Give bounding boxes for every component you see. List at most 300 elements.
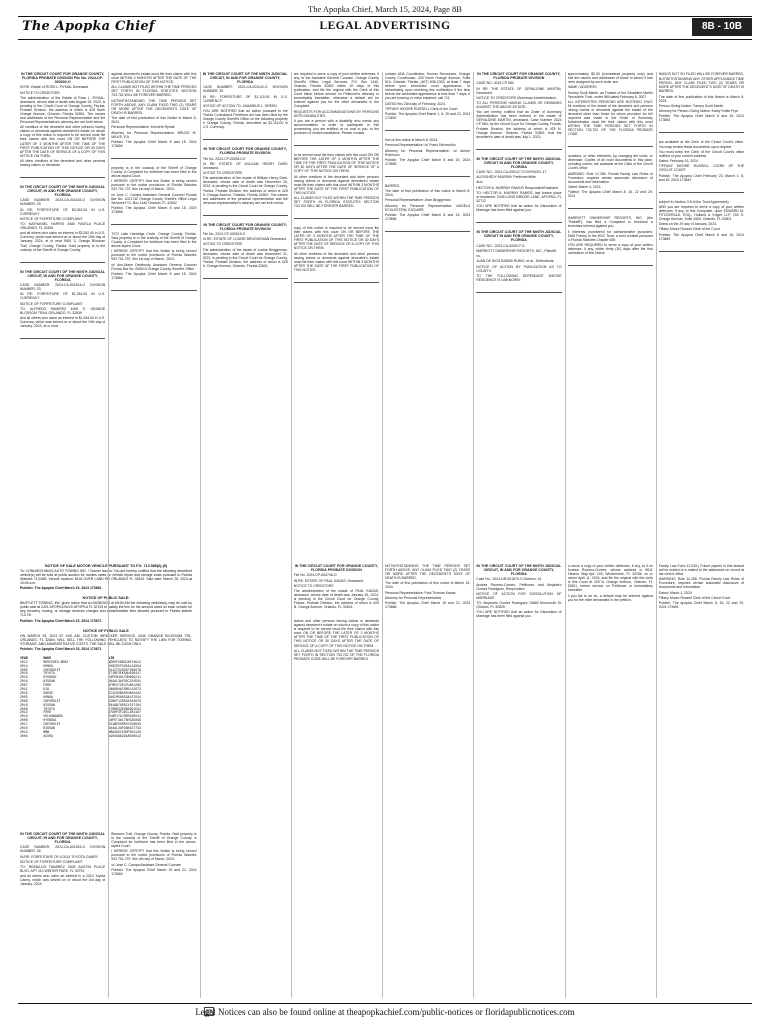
table-cell: TOYOTA — [43, 706, 55, 711]
notice-text: are available at the Clerk of the Circuit Court's office. You may review these documents upon request. — [658, 140, 744, 149]
column-rule — [473, 72, 474, 998]
legal-notice — [476, 564, 561, 619]
notice-text: YOU ARE NOTIFIED that an action for Dissolution of Marriage has been filed against you. — [476, 204, 562, 213]
notice-text: against decedent's estate must file their claims with this court WITHIN 3 MONTHS AFTER THE DATE OF THE FIRST PUBLICATION OF THIS NOTICE. — [111, 72, 197, 85]
notice-divider — [111, 158, 196, 159]
notice-text: YOU ARE REQUIRED to serve a copy of your written defenses, if any, within thirty (30) days after the first publication of this Notice. — [567, 242, 653, 256]
notice-text: Attorney for Personal Representative: /s/ Amber Robinson — [385, 148, 471, 157]
notice-title: IN THE CIRCUIT COURT OF THE NINTH JUDICIAL CIRCUIT, IN AND FOR ORANGE COUNTY, FLORIDA — [20, 269, 106, 282]
legal-notice — [659, 140, 744, 181]
notice-text: tion of this notice is March 8, 2024. — [385, 138, 439, 143]
notice-text: Andrea Romero-Gomez, Petitioner, and Alejandro Gomez Rodriguez, Respondent. — [476, 582, 562, 591]
notice-title: IN THE CIRCUIT COURT FOR ORANGE COUNTY, FLORIDA PROBATE DIVISION — [203, 147, 287, 156]
notice-divider — [385, 176, 470, 177]
notice-title: NOTICE OF PUBLIC SALE: — [82, 596, 130, 601]
notice-text: NOTICE TO CREDITORS (Summary Administration) — [476, 95, 557, 100]
notice-text: Publish: The Apopka Chief March 8 and 15, 2024 173656 — [385, 212, 471, 221]
notice-text: NOTICE OF ACTION TO: JAMARIUS L. GREEN — [202, 103, 277, 108]
notice-divider — [20, 262, 105, 263]
notice-publish-line: Publish: The Apopka Chief March 15, 2024 173662 — [20, 586, 102, 591]
table-cell: 5NPET46C78H325099 — [108, 718, 141, 723]
notice-text: YOU ARE NOTIFIED that an action pursuant to the Florida Contraband Forfeiture Act has been filed by the Orange County Sheriff's Office on the following property in Orange County, Florida, described as $1,115.00 in U.S. Currency. — [202, 109, 288, 130]
notice-column — [476, 72, 561, 552]
table-cell: 2C3CDXBG5FH803442 — [108, 690, 141, 695]
table-cell: 1G1ZT52855F209876 — [108, 667, 141, 672]
legal-notice — [568, 216, 653, 255]
legal-notice — [111, 166, 196, 214]
table-cell: 1FAHP3F29CL301187 — [108, 710, 141, 715]
notice-publish-line: Publish: The Apopka Chief March 15, 2024 173672 — [20, 618, 102, 623]
table-cell: 2011 — [20, 687, 28, 692]
notice-text: Family Law Form 12.915.) Future papers in this lawsuit will be mailed or e-mailed to the addresses on record at the clerk's office. — [658, 564, 744, 577]
notice-text: are required to serve a copy of your written defenses, if any, to the Assistant General Counsel, Orange County Sheriff's Office, Legal Services, P.O. Box 1440, Orlando, Florida 32802 within 20 days of this publication, and file the original with the Clerk of this Court either before service on Petitioner's attorney or immediately thereafter; otherwise a default will be entered against you for the relief demanded in the Complaint. — [293, 72, 379, 109]
notice-divider — [568, 265, 653, 266]
notice-text: Blossom Trail, Orange County, Florida. Said property is in the custody of the Sheriff of Orange County. A Complaint for forfeiture has been filed in the above-styled Court. — [111, 832, 197, 849]
table-cell: DODGE — [43, 690, 53, 695]
notice-title: IN THE CIRCUIT COURT OF THE NINTH JUDICIAL CIRCUIT IN AND FOR ORANGE COUNTY, FLORIDA — [476, 156, 562, 169]
notice-divider — [385, 231, 470, 232]
table-cell: FORD — [43, 683, 52, 688]
notice-text: All creditors of the decedent and other persons having claims or demands against decedent's estate on whom a copy of this notice is required to be served must file their claims with this court ON OR BEFORE THE LATER OF 3 MONTHS AFTER THE TIME OF THE FIRST PUBLICATION OF THIS NOTICE OR 30 DAYS AFTER THE DATE OF SERVICE OF A COPY OF THIS NOTICE ON THEM. — [20, 125, 106, 158]
section-title: LEGAL ADVERTISING — [319, 20, 451, 32]
notice-text: CASE NUMBER: 2024-CA-001533-O DIVISION NUMBER: 36 — [20, 845, 106, 854]
newspaper-logo: The Apopka Chief — [22, 19, 155, 34]
notice-text: CASE NO.: 2023-CA-009017-O — [476, 243, 525, 248]
notice-text: Attorney for Person Giving Notice: Kathy Smith Frye — [658, 109, 739, 114]
table-cell: NISSAN — [43, 679, 55, 684]
table-cell: KNAGM4A7XB5112073 — [108, 687, 141, 692]
notice-text: TO: ALFREDO RAMIREZ 4905 S. ORANGE BLOSSOM TRAIL ORLANDO, FL 32839 — [20, 306, 106, 315]
notice-text: And — [476, 180, 483, 185]
notice-column — [20, 832, 105, 998]
notice-text: Tommy Scott Martin, as Trustee of the Geraldine Martin Revocable Trust, under Will dated February 6, 2007. — [567, 90, 653, 99]
table-cell: 1HGCM56653A127834 — [108, 694, 141, 699]
table-cell: 2004 — [20, 733, 28, 738]
table-cell: 2005 — [20, 667, 28, 672]
notice-text: TIFFANY MOORE RUSSELL Clerk of the Court — [385, 106, 458, 111]
notice-text: File No. 2024-CP-000748-O — [293, 573, 337, 578]
table-cell: 2012 — [20, 659, 28, 664]
table-cell: CHEVROLET — [43, 722, 61, 727]
table-cell: 2016 — [20, 679, 28, 684]
notice-text: CASE NO.: 2024-CA-000127-O DIVISION: 47 — [476, 169, 547, 174]
table-cell: 2003 — [20, 694, 28, 699]
notice-text: ALL CLAIMS NOT FILED WITHIN THE TIME PERIODS SET FORTH IN SECTION 733.702 OF THE FLORIDA PROBATE CODE WILL BE FOREVER BARRED. — [293, 648, 379, 661]
notice-text: copy of this notice is required to be served must file their claims with this court ON OR BEFORE THE LATER OF 3 MONTHS AFTER THE TIME OF THE FIRST PUBLICATION OF THIS NOTICE OR 30 DAYS AFTER THE DATE OF SERVICE OF A COPY OF THIS NOTICE ON THEM. — [293, 226, 379, 251]
notice-text: NOTWITHSTANDING ANY OTHER APPLICABLE TIME PERIOD, ANY CLAIM FILED TWO (2) YEARS OR MORE AFTER THE DECEDENT'S DATE OF DEATH IS BARRED. — [658, 77, 744, 94]
table-cell: FORD — [43, 710, 52, 715]
notice-text: NOTICE TO CREDITORS — [202, 171, 243, 176]
notice-title: IN THE CIRCUIT COURT FOR ORANGE COUNTY, FLORIDA PROBATE DIVISION — [203, 222, 287, 231]
online-notices-link[interactable]: Legal Notices can also be found online at theapopkachief.com/public-notices or floridapublicnotices.com — [195, 1007, 575, 1017]
notice-text: DATED this 23rd day of February, 2024. — [385, 101, 446, 106]
notice-text: IN RE: FORFEITURE OF A 2014 TOYOTA CAMRY — [20, 854, 99, 859]
notice-publish-line: Publish: The Apopka Chief March 15, 2024 173671 — [20, 646, 102, 651]
page-dateline: The Apopka Chief, March 15, 2024, Page 8B — [308, 4, 462, 14]
notice-text: Personal Representative: Paul Thomas Kadas — [385, 590, 456, 595]
page-footer — [18, 1003, 752, 1018]
notice-text: Publish: The Apopka Chief March 8 and 15, 2024 173654 — [111, 139, 197, 148]
legal-notice — [20, 270, 105, 329]
notice-text: All other creditors of the decedent and other persons having claims or demands against decedent's estate must file their claims with this court WITHIN 3 MONTHS AFTER THE DATE OF THE FIRST PUBLICATION OF THIS NOTICE. — [293, 174, 379, 195]
notice-text: /s/ Ann-Marie Delahunty Assistant General Counsel Florida Bar No. 006513 Orange County Sheriff's Office — [111, 262, 197, 271]
table-cell: WBA3A5C53DF354128 — [108, 730, 141, 735]
notice-divider — [203, 278, 288, 279]
legal-notice — [385, 564, 470, 609]
notice-text: Personal Representative: Kenneth Rymal — [111, 125, 175, 130]
notice-text: You must keep the Clerk of the Circuit Court's office notified of your current address. — [658, 149, 744, 158]
notice-text: CASE NUMBER: 2024-CA-001163-O DIVISION NUMBER: 33 — [20, 198, 106, 207]
legal-notice — [385, 184, 470, 221]
table-cell: 2013 — [20, 675, 28, 680]
notice-column — [385, 564, 470, 998]
notice-column — [294, 72, 379, 552]
notice-text: Publish: The Apopka Chief March 15 and 22, 2024 173664 — [111, 867, 197, 876]
table-cell: 3N1AB7AP8JY227104 — [108, 702, 141, 707]
notice-text: ON MARCH 29, 2024 AT 9:00 AM, CUSTOM WRECKER SERVICE, 4440 ORANGE BLOSSOM TRL, ORLANDO, FL 32804, WILL SELL THE FOLLOWING VEHICLE(S) TO SATISFY THE LIEN FOR TOWING, STORAGE, AND ADMINISTRATIVE COSTS. THE SALE WILL BE CASH ONLY. — [20, 633, 192, 646]
notice-text: TO: HECTOR A. MURRAY RAMOS, last known place of residence: 2445 LONG BRIDGE LANE, APOPKA, FL 32712 — [476, 190, 562, 203]
table-cell: 1N4AL3AP3GC224501 — [108, 679, 141, 684]
legal-notice — [20, 832, 105, 887]
notice-text: TO: NATHANIEL HARRIS 3480 FAVELA PLACE ORLANDO, FL 32839 — [20, 222, 106, 231]
notice-divider — [476, 222, 561, 223]
notice-text: NAME / ADDRESS — [567, 85, 597, 90]
legal-notice — [294, 564, 379, 609]
notice-text: All other creditors of the decedent and other persons having claims or demands — [20, 158, 106, 167]
notice-text: IN RE: ESTATE OF PAUL KADAS, Deceased. — [293, 578, 364, 583]
notice-text: NOTICE TO CREDITORS — [293, 583, 334, 588]
notice-column — [659, 564, 744, 998]
notice-divider — [294, 282, 379, 283]
table-cell: 2013 — [20, 730, 28, 735]
column-rule — [565, 72, 566, 998]
notice-title: IN THE CIRCUIT COURT OF THE NINTH JUDICIAL CIRCUIT, IN AND FOR ORANGE COUNTY, FLORIDA — [20, 832, 106, 845]
notice-text: I HEREBY CERTIFY that this Notice is being served pursuant to the notice provisions of Florida Statutes 932.701-707, this 1st day of March, 2024. — [111, 179, 197, 192]
notice-title: IN THE CIRCUIT COURT OF THE NINTH JUDICIAL CIRCUIT IN AND FOR ORANGE COUNTY, FLORIDA — [476, 230, 562, 243]
notice-text: Publish: The Apopka Chief March 1, 8, 15 and 22, 2024 173630 — [385, 111, 471, 121]
notice-title: IN THE CIRCUIT COURT OF THE NINTH JUDICIAL CIRCUIT, IN AND FOR ORANGE COUNTY, FLORIDA — [202, 72, 288, 85]
notice-divider — [111, 290, 196, 291]
notice-divider — [659, 251, 744, 252]
legal-notices-columns — [20, 72, 750, 998]
legal-notice — [111, 832, 196, 876]
notice-divider — [476, 292, 561, 293]
table-cell: MERCEDES-BENZ — [43, 659, 69, 664]
column-rule — [656, 72, 657, 998]
notice-text: ALL CLAIMS NOT FILED WITHIN THE TIME PERIODS SET FORTH IN FLORIDA STATUTES SECTION 733.702 WILL BE FOREVER BARRED. — [293, 195, 379, 209]
notice-text: Publish: The Apopka Chief March 8 and 15, 2024 173659 — [658, 232, 744, 241]
legal-notice — [294, 226, 379, 272]
notice-column — [568, 564, 653, 998]
table-cell: TOYOTA — [43, 671, 55, 676]
table-cell: 1N4AL2AP2AN427733 — [108, 726, 141, 731]
notice-text: If you fail to do so, a default may be entered against you for the relief demanded in the petition. — [567, 593, 653, 602]
legal-notice — [476, 230, 561, 282]
table-cell: 5NPEB4AC7DH698211 — [108, 675, 141, 680]
notice-text: IN RE: FORFEITURE OF $3,262.00 IN U.S. CURRENCY — [20, 207, 106, 216]
notice-text: to be served must file their claims with this court ON OR BEFORE THE LATER OF 3 MONTHS AFTER THE TIME OF THE FIRST PUBLICATION OF THIS NOTICE OR 30 DAYS AFTER THE DATE OF SERVICE OF A COPY OF THIS NOTICE ON THEM. — [293, 153, 379, 174]
notice-text: Dated: March 1, 2024 — [658, 590, 692, 595]
notice-title: IN THE CIRCUIT COURT FOR ORANGE COUNTY, FLORIDA PROBATE DIVISION — [477, 72, 561, 81]
notice-text: IN RE: ESTATE OF WILLIAM HENRY DARK Deceased. — [202, 161, 288, 170]
legal-notice — [20, 72, 105, 167]
notice-text: YOU ARE NOTIFIED that an action for Dissolution of Marriage has been filed against you. — [476, 610, 562, 619]
notice-text: ALL CLAIMS NOT FILED WITHIN THE TIME PERIODS SET FORTH IN FLORIDA STATUTES SECTION 733.702 WILL BE FOREVER BARRED. — [111, 85, 197, 98]
notice-text: Dated: February 16, 2024 — [658, 159, 698, 164]
notice-text: NANOS NOT SO FILED WILL BE FOREVER BARRED. — [658, 72, 744, 76]
notice-text: The date of first publication of this notice is March 8, 2024. — [385, 189, 471, 198]
notice-text: CASE NUMBER: 2024-CA-001614-O DIVISION NUMBER: 33 — [20, 282, 106, 291]
notice-text: I HEREBY CERTIFY that this Notice is being served pursuant to the notice provisions of Florida Statutes 932.701-707, this 4th day of March, 2024. — [111, 849, 197, 862]
notice-divider — [294, 218, 379, 219]
notice-text: IN RE: FORFEITURE OF $1,115.00 IN U.S. CURRENCY — [202, 94, 288, 103]
table-cell: 2009 — [20, 698, 28, 703]
notice-text: BARTLETT TOWING, INC gives notice that on 04/08/2024 at 08:00 AM the following vehicles(s) may be sold by public sale at 2421 APOPKA BLVD APOPKA FL 32703 to satisfy the lien for the amount owed on each vehicle for any recovery, towing, or storage services charges and administrative fees allowed pursuant to Florida statute 713.78. — [20, 601, 192, 618]
notice-text: ALL INTERESTED PERSONS ARE NOTIFIED THAT: All creditors of the estate of the decedent and persons having claims or demands against the estate of the decedent other than those for whom provision for full payment was made in the Order of Summary Administration must file their claims with this court WITHIN THE TIME PERIODS SET FORTH IN SECTION 733.702 OF THE FLORIDA PROBATE CODE. — [567, 99, 653, 137]
legal-notice — [294, 619, 379, 661]
notice-text: Dated: March 4, 2024 — [567, 184, 601, 189]
notice-text: approximately $0.00 (homestead property only) and that the names and addresses of those to whom it has been assigned by such order are: — [567, 72, 653, 85]
notice-text: Personal Representative: Jean Bruggeman — [385, 198, 451, 203]
notice-text: If you are a person with a disability who needs any accommodation in order to participate in this proceeding, you are entitled, at no cost to you, to the provision of certain assistance. Please contact — [293, 118, 379, 136]
notice-text: MARRIOTT OWNERSHIP RESORTS, INC., Plaintiff, — [476, 248, 557, 253]
table-cell: KIA — [43, 687, 50, 692]
notice-column — [203, 72, 288, 552]
table-cell: WDDHF5KB3CA574612 — [108, 659, 141, 664]
table-cell: NISSAN — [43, 726, 55, 731]
notice-text: Tiffany Moore Russell Clerk of the Court — [658, 227, 720, 232]
notice-divider — [203, 139, 288, 140]
notice-text: Dated on the 29 day of January, 2024. — [658, 222, 717, 227]
notice-divider — [659, 192, 744, 193]
notice-column — [111, 832, 196, 998]
notice-text: TO: REINALDO RAMIREZ 2005 AUSTIN PLACE BLVD. APT 110 WINTER PARK, FL 32792 — [20, 865, 106, 874]
notice-text: File No. 2024-CP-000510-O — [202, 156, 246, 161]
notice-title: IN THE CIRCUIT COURT FOR ORANGE COUNTY, FLORIDA PROBATE DIVISION — [294, 564, 378, 573]
notice-column — [294, 564, 379, 998]
notice-text: Attorney for Personal Representative: BRUCE M. WILKE, P.A. — [111, 130, 197, 139]
notice-text: Publish: The Apopka Chief March 8 and 15, 2024 173653 — [658, 114, 744, 123]
notice-text: TO ALL PERSONS HAVING CLAIMS OR DEMANDS AGAINST THE ABOVE ESTATE: — [476, 101, 562, 110]
notice-divider — [294, 145, 379, 146]
table-cell: HYUNDAI — [43, 675, 57, 680]
legal-notice — [203, 223, 288, 268]
notice-title: IN THE CIRCUIT COURT OF THE NINTH JUDICIAL CIRCUIT, IN AND FOR ORANGE COUNTY, FLORIDA — [476, 564, 562, 577]
legal-notice — [659, 564, 744, 609]
notice-text: Person Giving Notice: Tommy Scott Martin — [658, 103, 724, 108]
notice-text: contact ADA Coordinator, Human Resources, Orange County Courthouse, 425 North Orange Avenue, Suite 510, Orlando, Florida, (407) 836-2303, at least 7 days before your scheduled court appearance, or immediately upon receiving this notification if the time before the scheduled appearance is less than 7 days; if you are hearing or voice impaired, call 711. — [385, 72, 471, 101]
legal-notice — [294, 72, 379, 135]
notice-text: and all others who claim an interest in $3,262.00 in U.S. Currency, which was seized on or about the 15th day of January, 2024, at or near 5901 S. Orange Blossom Trail, Orange County, Florida. Said property is in the custody of the Sheriff of Orange County. — [20, 231, 106, 252]
table-cell: HYUNDAI — [43, 718, 57, 723]
table-cell: 1HGCR2F32EA112094 — [108, 663, 141, 668]
notice-text: and all others who claim an interest in a 2014 Toyota Camry, which was seized on or about the 3rd day of January, 2024. — [20, 874, 106, 887]
legal-notice — [476, 72, 561, 139]
notice-text: ALEXSHEDY MURRAY Petitioner/Wife — [476, 175, 536, 180]
notice-text: Publish: The Apopka Chief March 8, 15, 22 and 29, 2024 173651 — [658, 601, 744, 610]
notice-text: Attorney for Personal Representative — [385, 595, 442, 600]
notice-text: NOTICE OF FORFEITURE COMPLAINT — [20, 301, 83, 306]
notice-text: Publish: The Apopka Chief March 15 and 22, 2024 173668 — [385, 601, 471, 610]
notice-text: NOTICE OF FORFEITURE COMPLAINT — [20, 216, 83, 221]
table-cell: 2007 — [20, 683, 28, 688]
notice-text: NOTICE TO CREDITORS — [20, 90, 60, 95]
notice-title: IN THE CIRCUIT COURT FOR ORANGE COUNTY, FLORIDA PROBATE DIVISION File No. 2024-CP-000300-O — [20, 72, 105, 85]
notice-title: NOTICE OF PUBLIC SALE — [83, 628, 129, 633]
notice-text: NOTWITHSTANDING THE TIME PERIODS SET FORTH ABOVE, ANY CLAIM FILED TWO (2) YEARS OR MORE AFTER THE DECEDENT'S DATE OF DEATH IS BARRED. — [385, 564, 471, 581]
notice-text: Publish: The Apopka Chief March 8 and 15, 2024 173655 — [385, 157, 471, 166]
legal-notice — [385, 138, 470, 166]
column-rule — [291, 72, 292, 998]
notice-text: 7972 Lake Hartridge Circle, Orange County, Florida. Said property is in the custody of the Sheriff of Orange County. A Complaint for forfeiture has been filed in the above-styled Court. — [111, 232, 197, 249]
table-cell: NISSAN — [43, 702, 55, 707]
notice-text: NOTWITHSTANDING THE TIME PERIODS SET FORTH ABOVE, ANY CLAIM FILED TWO (2) YEARS OR MORE AFTER THE DECEDENT'S DATE OF DEATH IS BARRED. — [111, 98, 197, 115]
notice-text: Publish: The Apopka Chief March 8 and 15, 2024 173658 — [111, 205, 197, 214]
notice-text: Personal Representative: /s/ Frank Delvecchio — [385, 143, 456, 148]
table-cell: 2008 — [20, 718, 28, 723]
notice-text: You are hereby notified that an Order of Summary Administration has been entered in the estate of GERALDINE MARTIN, deceased, Case Number 2024 CP 584, by the Circuit Court for Orange County, Florida, Probate Division, the address of which is 425 N. Orange Avenue, Orlando, Florida 32801; that the decedent's date of death was July 1, 2023. — [476, 110, 562, 139]
notice-text: property is in the custody of the Sheriff of Orange County. A Complaint for forfeiture has been filed in the above-styled Court. — [111, 165, 197, 179]
notice-text: TO THE FOLLOWING DEFENDANT WHOSE RESIDENCE IS UNKNOWN: — [476, 273, 562, 282]
table-cell: ACURA — [43, 733, 53, 738]
legal-notice — [568, 72, 653, 136]
notice-divider — [476, 149, 561, 150]
table-row — [20, 735, 192, 739]
notice-text: MARRIOTT OWNERSHIP RESORTS, INC. (the "Plaintiff"), has filed a Complaint to foreclose a timeshare interest against you. — [567, 216, 653, 229]
notice-text: Case No.: 2024-DR-001879-O Division: 31 — [476, 577, 542, 582]
table-cell: 2017 — [20, 722, 28, 727]
legal-notice — [659, 200, 744, 241]
notice-column — [659, 72, 744, 552]
legal-notice — [294, 153, 379, 208]
notice-text: File No. 2024-CP-000619-O — [202, 232, 246, 236]
notice-text: IN RE: Estate of ROSS L. RYMAL Deceased. — [20, 85, 90, 90]
notice-text: /s/ Jose C. Campa Assistant General Counsel Florida Bar No. 1021740 Orange County Sheriff's Office Legal Services P.O. Box 1440 Orlando, FL 32802 — [111, 192, 197, 205]
notice-text: AND you are required to serve a copy of your written defenses, if any, to this Complaint, upon EDWARD M. FITZGERALD, ESQ., Holland & Knight LLP, 200 S. Orange Avenue, Suite 2600, Orlando, FL 32801. — [658, 204, 744, 221]
notice-text: IN RE: THE ESTATE OF GERALDINE MARTIN, Deceased. — [476, 86, 562, 95]
notice-text: to serve a copy of your written defenses, if any, to it on Andrea Romero-Gomez, whose address is 8611 Eleanor Way Apt. 193, Windermere, FL 34786, on or before April 11, 2024, and file the original with the clerk of this Court at 425 N. Orange Avenue, Orlando, FL 32801, before service on Petitioner or immediately thereafter. — [567, 564, 653, 593]
column-rule — [382, 72, 383, 998]
notice-text: BARRED. — [385, 183, 401, 188]
table-cell: 2014 — [20, 714, 28, 719]
notice-divider — [659, 132, 744, 133]
notice-text: NOTICE TO CREDITORS — [202, 242, 243, 247]
column-header: MAKE — [43, 655, 52, 660]
table-cell: 2014 — [20, 663, 28, 668]
notice-text: claims and other persons having claims or demands against decedent's estate on whom a copy of this notice is required to be served must file their claims with this court ON OR BEFORE THE LATER OF 3 MONTHS AFTER THE TIME OF THE FIRST PUBLICATION OF THIS NOTICE OR 30 DAYS AFTER THE DATE OF SERVICE OF A COPY OF THIS NOTICE ON THEM. — [293, 619, 379, 648]
notice-text: The date of first publication of this notice is March 15, 2024. — [385, 581, 471, 590]
notice-text: Publish: The Apopka Chief February 23, March 1, 8, and 15, 2024 173549 — [658, 173, 744, 182]
table-cell: JTDBR32E860091552 — [108, 706, 141, 711]
notice-column — [111, 72, 196, 552]
notice-text: The date of first publication of this Notice is March 8, 2024. — [658, 94, 744, 103]
notice-text: NOTICE OF ACTION FOR DISSOLUTION OF MARRIAGE — [476, 591, 562, 600]
legal-notice — [476, 157, 561, 213]
table-cell: BMW — [43, 730, 50, 735]
notice-text: /s/ Jose C. Campa Assistant General Counsel — [111, 862, 181, 867]
notice-text: and all others who claim an interest in $1,284.00 in U.S. Currency, which was seized on or about the 19th day of January, 2024, at or near — [20, 316, 106, 329]
notice-text: CASE NO. 2024 CP 584 — [476, 81, 514, 86]
notice-text: Tiffany Moore Russell Clerk of the Circuit Court — [658, 595, 731, 600]
table-cell: 2018 — [20, 702, 28, 707]
notice-divider — [385, 130, 470, 131]
notice-title: NOTICE OF SALE MOTOR VEHICLE PURSUANT TO F.S. 713.585(6)-(9) — [44, 564, 168, 568]
table-cell: 1GNDT13S592102876 — [108, 698, 141, 703]
table-cell: 1G1BE5SM5H7158643 — [108, 722, 141, 727]
notice-text: The administration of the estate of Louise Bruggeman, deceased, whose date of death was November 21, 2023, is pending in the Circuit Court for Orange County, Florida, Probate Division, the address of which is 425 N. Orange Avenue, Orlando, Florida 32801. — [202, 247, 288, 268]
notice-divider — [203, 215, 288, 216]
notice-text: Publish: The Apopka Chief March 8, 15, 22 and 29, 2024 — [567, 190, 653, 199]
notice-column — [20, 72, 105, 552]
legal-notice — [111, 232, 196, 280]
notice-text: Publish: The Apopka Chief March 8 and 15, 2024 173660 — [111, 271, 197, 281]
table-cell: 2006 — [20, 706, 28, 711]
notice-text: NOTICE OF FORFEITURE COMPLAINT — [20, 859, 83, 864]
table-cell: 2015 — [20, 690, 28, 695]
notice-text: CASE NUMBER: 2024-CA-001142-O DIVISION NUMBER: 35 — [202, 85, 288, 94]
notice-column — [385, 72, 470, 552]
notice-text: HECTOR A. MURRAY RAMOS Respondent/Husband — [476, 185, 559, 190]
table-cell: VOLKSWAGEN — [43, 714, 63, 719]
notice-text: The date of first publication of this Notice is March 8, 2024. — [111, 116, 197, 125]
notice-text: The administration of the Estate of Ross L. RYMAL, deceased, whose date of death was August 15, 2023, is pending in the Circuit Court of Orange County, Florida, Probate Division, the address of which is 425 North Orange Avenue, Orlando, Florida 32801. The names and addresses of the Personal Representative and the Personal Representative's attorney are set forth below. — [20, 95, 106, 125]
column-header: YEAR — [20, 655, 28, 660]
column-header: VIN — [108, 655, 115, 660]
page-header — [18, 16, 752, 40]
notice-column — [476, 564, 561, 998]
notice-title: IN THE CIRCUIT COURT OF THE NINTH JUDICIAL CIRCUIT, IN AND FOR ORANGE COUNTY, FLORIDA — [20, 184, 106, 198]
notice-text: TO: Alejandro Gomez Rodriguez 10680 Monmouth Dr Orlando, FL 32825 — [476, 601, 562, 610]
notice-text: I HEREBY CERTIFY that this Notice is being served pursuant to the notice provisions of Florida Statutes 932.701-707, this 1st day of March, 2024. — [111, 249, 197, 262]
notice-text: locations, or other elements, by changing the locks, or otherwise. Copies of all court documents in this case, including orders, are available at the Clerk of the Circuit Court's office. — [567, 154, 653, 171]
legal-notice — [111, 72, 196, 148]
notice-column — [568, 72, 653, 552]
table-cell: 3VWD17AJ5EM246011 — [108, 714, 141, 719]
table-cell: CHEVROLET — [43, 698, 61, 703]
notice-text: 4 Interests (numbered for administrative purposes: 1969 Points) in the MVC Trust, a trust created pursuant to Florida Statutes Chapter 689. — [567, 229, 653, 242]
legal-notice — [203, 72, 288, 129]
notice-text: The administration of the estate of PAUL KADAS, deceased, whose date of death was January 26, 2024, is pending in the Circuit Court for Orange County, Florida, Probate Division, the address of which is 425 N. Orange Avenue, Orlando, FL 32801. — [293, 588, 379, 610]
notice-text: JUAN DE DIOS BARBA RUBIO, et al., Defendants. — [476, 259, 555, 264]
notice-divider — [568, 146, 653, 147]
table-cell: 2010 — [20, 726, 28, 731]
notice-text: WARNING: Rule 12.285, Florida Family Law Rules of Procedure, requires certain automatic disclosure of documents and information. — [567, 171, 653, 184]
table-cell: 4T1BF3EK5AU030447 — [108, 671, 141, 676]
notice-text: TIFFANY MOORE RUSSELL CLERK OF THE CIRCUIT COURT — [658, 164, 744, 173]
legal-notice — [568, 154, 653, 198]
notice-divider — [568, 208, 653, 209]
table-cell: 19UUA66294A040912 — [108, 733, 141, 738]
notice-text: WARNING: Rule 12.285, Florida Family Law Rules of Procedure, requires certain automatic disclosure of documents and information. — [658, 577, 744, 590]
page-range-badge: 8B - 10B — [692, 18, 752, 36]
legal-notice — [385, 72, 470, 120]
notice-text: IN RE: FORFEITURE OF $1,284.00 IN U.S. CURRENCY — [20, 292, 106, 301]
table-cell: CHEVROLET — [43, 667, 61, 672]
column-rule — [200, 72, 201, 998]
notice-divider — [111, 224, 196, 225]
notice-text: To: CONNIE/CHINA'S AUTO TOWING INC. / Towner issues: You are hereby notified that the following described vehicle(s) will be sold at public auction for monies owed on vehicle repair and storage costs pursuant to Florida Statutes 713.585. Vehicle location: 8118 OVER LAND RD ORLANDO FL 32810. Sale date: March 28, 2024 at 10:00 a.m. — [20, 569, 192, 586]
notice-text: IN RE: ESTATE OF LOUISE BRUGGEMAN Deceased. — [202, 237, 287, 242]
notice-text: All other creditors of the decedent and other persons having claims or demands against decedent's estate must file their claims with this court WITHIN 3 MONTHS AFTER THE DATE OF THE FIRST PUBLICATION OF THIS NOTICE. — [293, 251, 379, 272]
vehicle-sale-notices — [20, 564, 192, 739]
table-cell: 1FMEU73E47UA01265 — [108, 683, 141, 688]
notice-text: NOTICE OF ACTION BY PUBLICATION AS TO COUNT II — [476, 264, 562, 273]
notice-text: The administration of the estate of William Henry Dark, deceased, whose date of death was December 16, 2023, is pending in the Circuit Court for Orange County, Florida, Probate Division, the address of which is 425 N. Orange Avenue, Orlando, Florida 32801. The names and addresses of the personal representative and the personal representative's attorney are set forth below. — [202, 176, 288, 205]
notice-text: REQUESTS FOR ACCOMMODATIONS BY PERSONS WITH DISABILITIES. — [293, 109, 379, 118]
notice-divider — [20, 177, 105, 178]
table-cell: 2010 — [20, 671, 28, 676]
column-rule — [108, 72, 109, 998]
